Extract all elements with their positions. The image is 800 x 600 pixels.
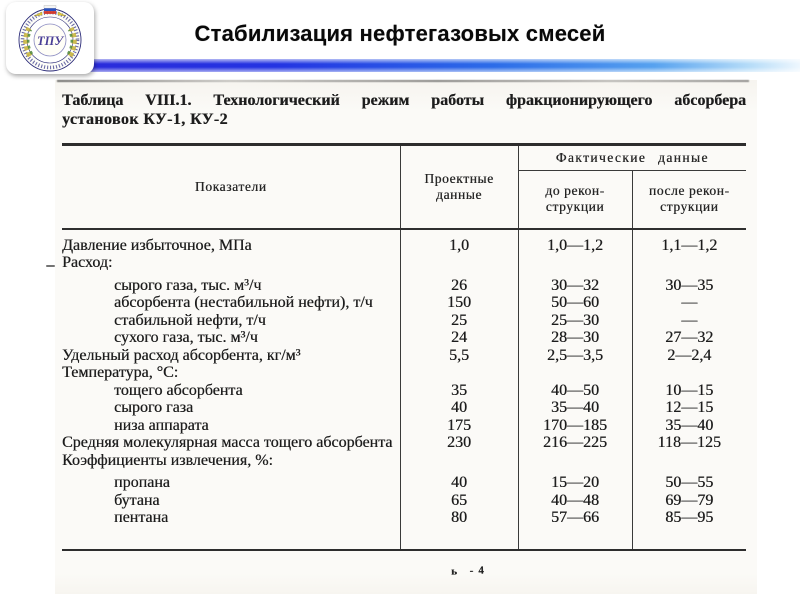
indicator-cell: Давление избыточное, МПа [62,229,400,255]
project-value-cell: 24 [400,329,518,347]
table-row [62,434,746,452]
caption-line-1: Таблица VIII.1. Технологический режим работы фракционирующего абсорбера [62,92,746,109]
project-value-cell: 25 [400,312,518,330]
table-row [62,399,746,417]
before-value-cell: 15—20 [518,469,632,492]
indicator-cell: Средняя молекулярная масса тощего абсорбента [62,434,400,452]
accent-bar [70,59,800,72]
before-value-cell: 40—50 [518,382,632,400]
before-value-cell [518,452,632,470]
table-row [62,492,746,510]
after-value-cell: — [681,294,698,311]
project-value-cell: 1,0 [400,229,518,255]
before-value-cell: 216—225 [518,434,632,452]
before-value-cell: 28—30 [518,329,632,347]
project-value-cell: 65 [400,492,518,510]
after-value-cell: 10—15 [665,381,714,399]
project-value-cell [400,364,518,382]
project-value-cell: 26 [400,272,518,295]
university-emblem-icon [6,2,94,74]
table-row [62,347,746,365]
table-row [62,329,746,347]
column-header-actual-data-group: Фактические данные [518,145,746,171]
scan-edge-artifact [57,80,749,82]
project-value-cell: 175 [400,417,518,435]
table-caption [62,91,746,129]
table-row [62,417,746,435]
after-value-cell: 35—40 [665,416,714,434]
data-table [62,143,746,551]
after-value-cell: 85—95 [665,509,714,526]
before-value-cell: 30—32 [518,272,632,295]
before-value-cell: 50—60 [518,294,632,312]
indicator-cell: Удельный расход абсорбента, кг/м³ [62,347,400,365]
indicator-cell: Расход: [62,254,400,272]
scanned-table-region [55,80,757,594]
indicator-cell: низа аппарата [62,417,400,435]
after-value-cell: 2—2,4 [667,346,712,364]
indicator-cell: пентана [62,509,400,550]
table-row [62,469,746,492]
after-value-cell: 30—35 [665,276,714,294]
table-row [62,452,746,470]
table-row [62,312,746,330]
table-row [62,364,746,382]
logo-monogram: ТПУ [36,34,64,48]
table-row [62,509,746,550]
before-value-cell: 2,5—3,5 [518,347,632,365]
before-value-cell: 1,0—1,2 [518,229,632,255]
before-value-cell [518,254,632,272]
indicator-cell: сырого газа, тыс. м³/ч [62,272,400,295]
table-row [62,294,746,312]
before-value-cell [518,364,632,382]
indicator-cell: бутана [62,492,400,510]
after-value-cell [632,364,746,382]
after-value-cell: 50—55 [665,474,714,491]
table-row [62,382,746,400]
indicator-cell: тощего абсорбента [62,382,400,400]
logo-card [6,2,94,74]
project-value-cell: 150 [400,294,518,312]
indicator-cell: сырого газа [62,399,400,417]
project-value-cell [400,452,518,470]
after-value-cell: 27—32 [665,329,714,346]
project-value-cell: 40 [400,469,518,492]
indicator-cell: Коэффициенты извлечения, %: [62,452,400,470]
table-row [62,272,746,295]
column-header-before-reconstruction: до рекон-струкции [518,171,632,229]
project-value-cell: 230 [400,434,518,452]
indicator-cell: пропана [62,469,400,492]
after-value-cell: 1,1—1,2 [661,236,718,254]
indicator-cell: сухого газа, тыс. м³/ч [62,329,400,347]
before-value-cell: 35—40 [518,399,632,417]
project-value-cell: 35 [400,382,518,400]
before-value-cell: 40—48 [518,492,632,510]
project-value-cell [400,254,518,272]
before-value-cell: 170—185 [518,417,632,435]
indicator-cell: Температура, °С: [62,364,400,382]
caption-line-2: установок КУ-1, КУ-2 [62,111,228,128]
column-header-project-data: Проектные данные [400,145,518,229]
slide-title: Стабилизация нефтегазовых смесей [194,21,606,46]
project-value-cell: 80 [400,509,518,550]
column-header-indicators: Показатели [62,145,400,229]
table-row [62,229,746,255]
after-value-cell [632,254,746,272]
after-value-cell [632,452,746,470]
scan-smudge-artifact: ь -4 [450,564,489,578]
before-value-cell: 25—30 [518,312,632,330]
indicator-cell: абсорбента (нестабильной нефти), т/ч [62,294,400,312]
project-value-cell: 40 [400,399,518,417]
project-value-cell: 5,5 [400,347,518,365]
table-body [62,229,746,550]
column-header-after-reconstruction: после рекон-струкции [632,171,746,229]
indicator-cell: стабильной нефти, т/ч [62,312,400,330]
before-value-cell: 57—66 [518,509,632,550]
after-value-cell: — [681,311,698,329]
after-value-cell: 12—15 [665,399,714,416]
scan-dash-artifact [46,265,55,267]
after-value-cell: 118—125 [657,434,721,451]
table-row [62,254,746,272]
after-value-cell: 69—79 [665,491,714,509]
